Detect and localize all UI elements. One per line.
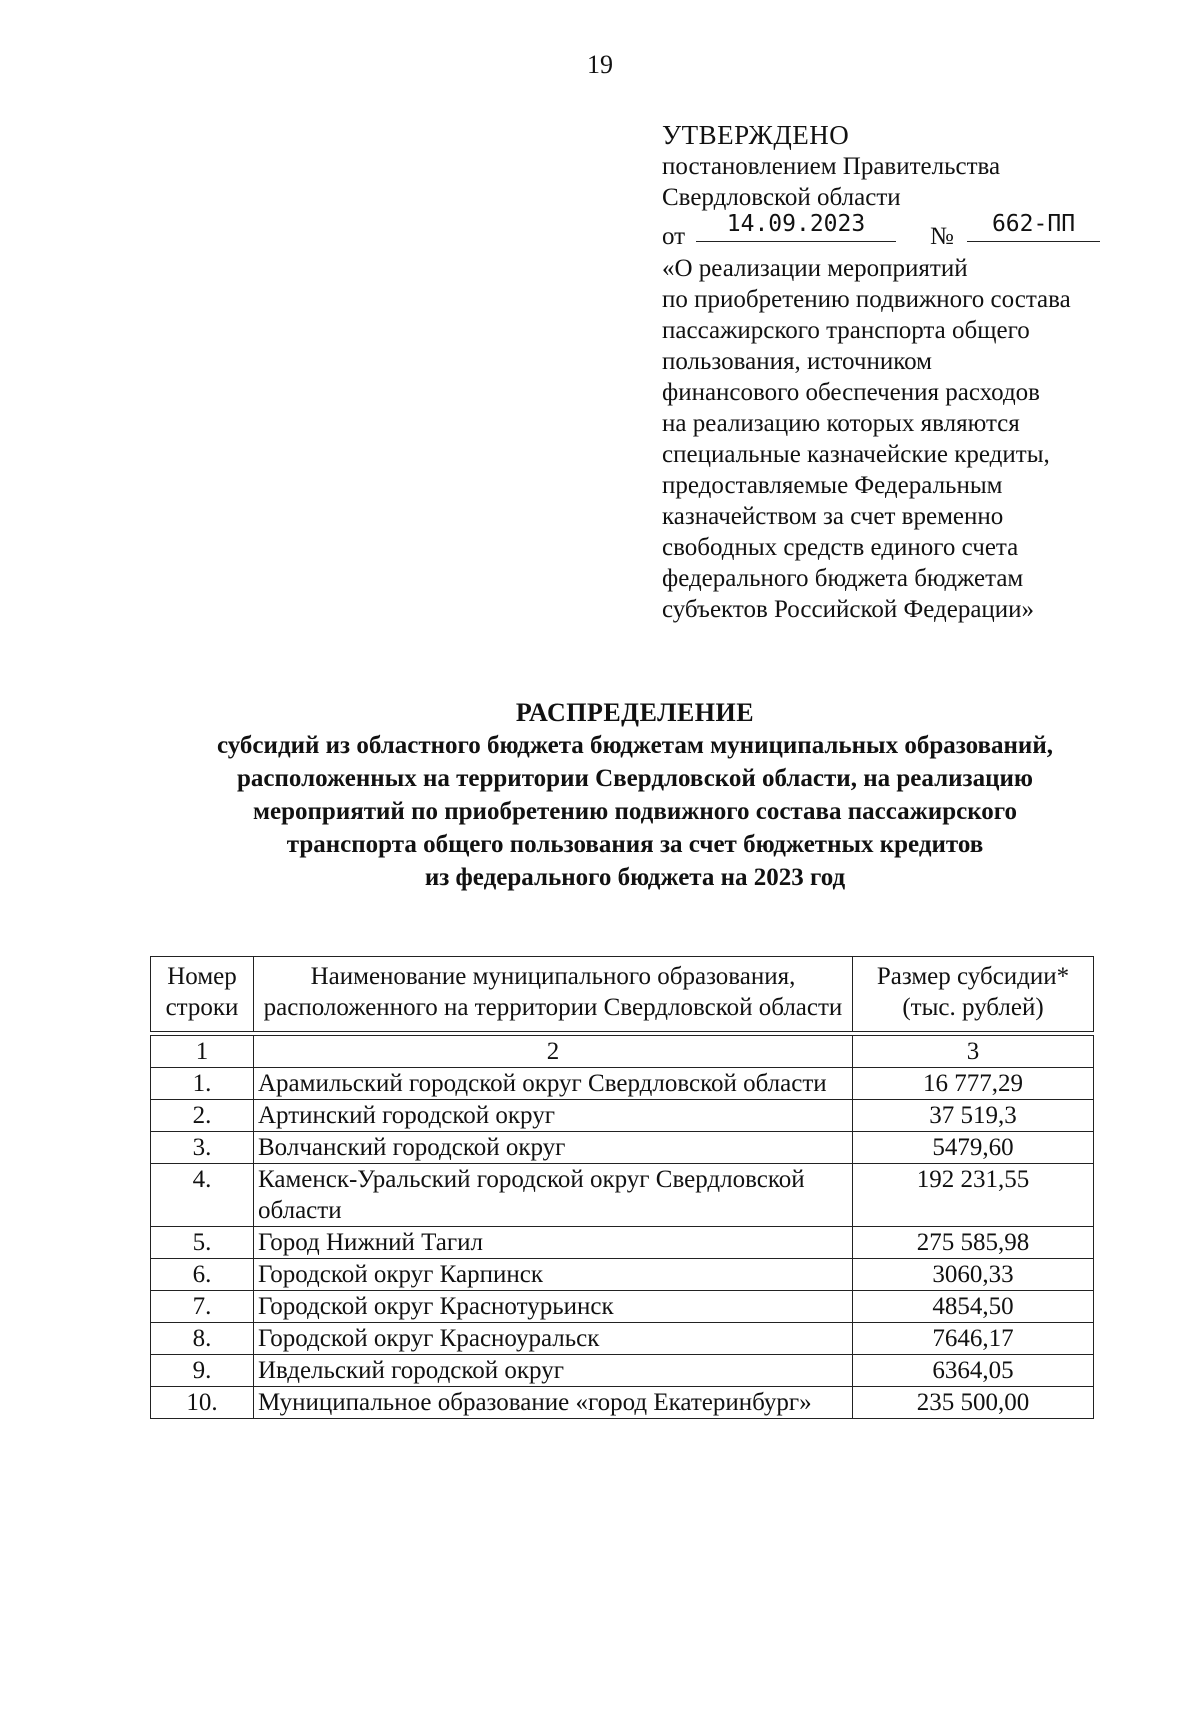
- row-number: 10.: [151, 1387, 254, 1419]
- row-number: 5.: [151, 1227, 254, 1259]
- document-heading: [0, 696, 1200, 894]
- decree-title-line: финансового обеспечения расходов: [662, 379, 1040, 406]
- subsidy-amount: 6364,05: [853, 1355, 1094, 1387]
- heading-line: субсидий из областного бюджета бюджетам муниципальных образований,: [217, 732, 1053, 759]
- decree-title-line: «О реализации мероприятий: [662, 255, 968, 282]
- page-number: 19: [587, 50, 613, 79]
- decree-title-line: пассажирского транспорта общего: [662, 317, 1030, 344]
- row-number: 6.: [151, 1259, 254, 1291]
- table-row: [151, 1259, 1094, 1291]
- header-subsidy-amount: Размер субсидии* (тыс. рублей): [853, 957, 1094, 1032]
- approval-line-2: Свердловской области: [662, 184, 901, 211]
- municipality-name: Городской округ Красноуральск: [254, 1323, 853, 1355]
- municipality-name: Артинский городской округ: [254, 1100, 853, 1132]
- row-number: 2.: [151, 1100, 254, 1132]
- table-row: [151, 1132, 1094, 1164]
- heading-line: мероприятий по приобретению подвижного состава пассажирского: [252, 798, 1018, 825]
- decree-title-line: по приобретению подвижного состава: [662, 286, 1071, 313]
- row-number: 4.: [151, 1164, 254, 1227]
- row-number: 7.: [151, 1291, 254, 1323]
- table-row: [151, 1068, 1094, 1100]
- decree-date: 14.09.2023: [696, 213, 896, 242]
- municipality-name: Ивдельский городской округ: [254, 1355, 853, 1387]
- municipality-name: Арамильский городской округ Свердловской области: [254, 1068, 853, 1100]
- table-row: [151, 1323, 1094, 1355]
- header-municipality-name: Наименование муниципального образования, расположенного на территории Свердловской области: [254, 957, 853, 1032]
- subsidy-amount: 4854,50: [853, 1291, 1094, 1323]
- subsidy-amount: 7646,17: [853, 1323, 1094, 1355]
- table-row: [151, 1355, 1094, 1387]
- subsidy-amount: 37 519,3: [853, 1100, 1094, 1132]
- table-body: [151, 1068, 1094, 1419]
- table-row: [151, 1100, 1094, 1132]
- subsidy-amount: 16 777,29: [853, 1068, 1094, 1100]
- municipality-name: Город Нижний Тагил: [254, 1227, 853, 1259]
- approval-stamp-title: УТВЕРЖДЕНО: [662, 120, 850, 150]
- heading-line: из федерального бюджета на 2023 год: [424, 864, 846, 891]
- subsidy-table-wrapper: [150, 956, 1094, 1419]
- decree-title-line: предоставляемые Федеральным: [662, 472, 1003, 499]
- row-number: 1.: [151, 1068, 254, 1100]
- decree-title-line: свободных средств единого счета: [662, 534, 1019, 561]
- approval-line-1: постановлением Правительства: [662, 153, 1001, 180]
- decree-number: 662-ПП: [967, 213, 1100, 242]
- column-number-3: 3: [853, 1036, 1094, 1068]
- approval-block: [662, 120, 1182, 625]
- column-number-1: 1: [151, 1036, 254, 1068]
- heading-line: расположенных на территории Свердловской области, на реализацию: [237, 765, 1033, 792]
- decree-title: [662, 253, 1182, 625]
- row-number: 9.: [151, 1355, 254, 1387]
- subsidy-amount: 5479,60: [853, 1132, 1094, 1164]
- date-prefix: от: [662, 223, 686, 250]
- municipality-name: Муниципальное образование «город Екатеринбург»: [254, 1387, 853, 1419]
- decree-title-line: субъектов Российской Федерации»: [662, 596, 1035, 623]
- decree-title-line: специальные казначейские кредиты,: [662, 441, 1050, 468]
- table-row: [151, 1387, 1094, 1419]
- table-row: [151, 1291, 1094, 1323]
- table-row: [151, 1227, 1094, 1259]
- row-number: 3.: [151, 1132, 254, 1164]
- subsidy-amount: 192 231,55: [853, 1164, 1094, 1227]
- heading-line: транспорта общего пользования за счет бюджетных кредитов: [286, 831, 984, 858]
- decree-title-line: федерального бюджета бюджетам: [662, 565, 1024, 592]
- municipality-name: Городской округ Краснотурьинск: [254, 1291, 853, 1323]
- decree-title-line: казначейством за счет временно: [662, 503, 1004, 530]
- number-sign: №: [930, 223, 954, 250]
- header-row-number: Номер строки: [151, 957, 254, 1032]
- municipality-name: Городской округ Карпинск: [254, 1259, 853, 1291]
- table-header-row: [151, 957, 1094, 1032]
- municipality-name: Волчанский городской округ: [254, 1132, 853, 1164]
- column-number-2: 2: [254, 1036, 853, 1068]
- heading-subtitle: [0, 729, 1200, 894]
- column-numbers-row: [151, 1036, 1094, 1068]
- subsidy-table: [150, 956, 1094, 1419]
- heading-title: РАСПРЕДЕЛЕНИЕ: [515, 698, 755, 727]
- subsidy-amount: 275 585,98: [853, 1227, 1094, 1259]
- subsidy-amount: 3060,33: [853, 1259, 1094, 1291]
- decree-date-row: [662, 213, 1182, 251]
- municipality-name: Каменск-Уральский городской округ Свердловской области: [254, 1164, 853, 1227]
- table-row: [151, 1164, 1094, 1227]
- decree-title-line: на реализацию которых являются: [662, 410, 1020, 437]
- decree-title-line: пользования, источником: [662, 348, 932, 375]
- subsidy-amount: 235 500,00: [853, 1387, 1094, 1419]
- row-number: 8.: [151, 1323, 254, 1355]
